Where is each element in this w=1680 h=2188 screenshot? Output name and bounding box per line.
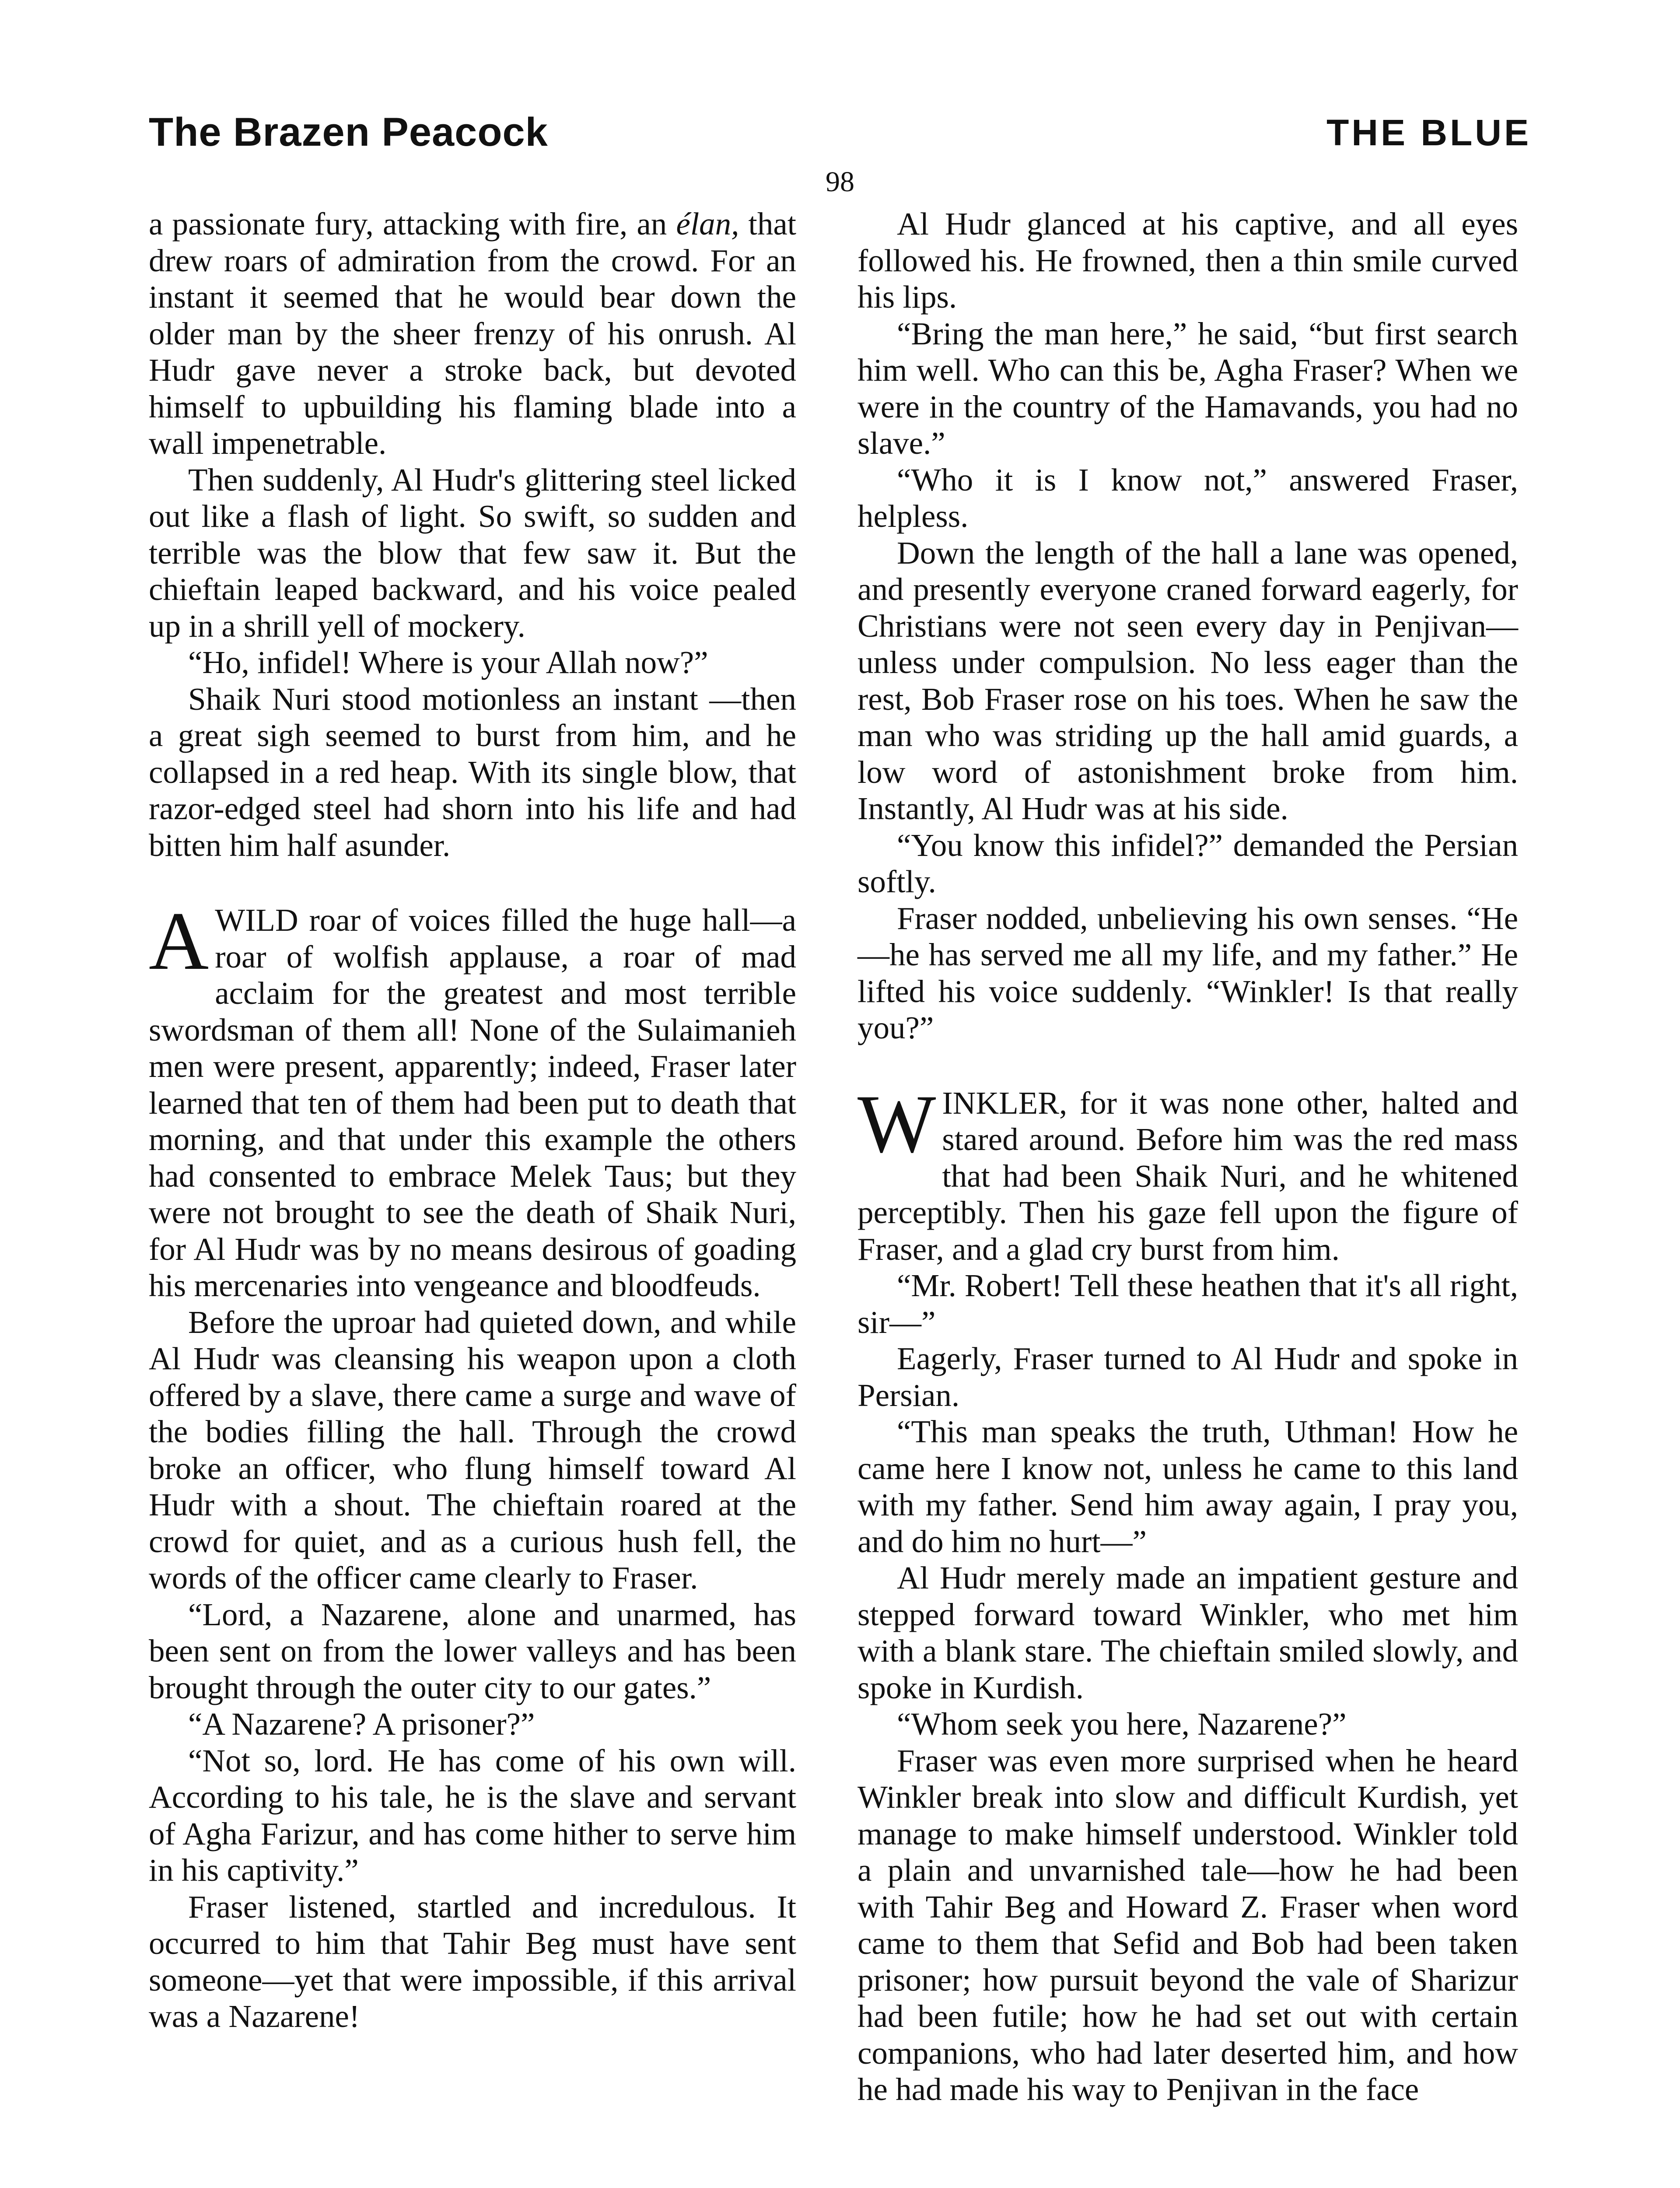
paragraph: “Lord, a Nazarene, alone and unarmed, has been sent on from the lower valleys and has been brought through the outer city to our gates.” [149,1596,796,1705]
paragraph: a passionate fury, attacking with fire, an élan, that drew roars of admiration from the crowd. For an instant it seemed that he would bear down the older man by the sheer frenzy of his onrush. Al Hudr gave never a stroke back, but devoted himself to upbuilding his flaming blade into a wall impenetrable. [149,206,797,461]
paragraph: “Bring the man here,” he said, “but first search him well. Who can this be, Agha Fraser? When we were in the country of the Hamavands, you had no slave.” [858,316,1518,461]
paragraph: “Whom seek you here, Nazarene?” [897,1706,1347,1742]
paragraph: Shaik Nuri stood motionless an instant —then a great sigh seemed to burst from him, and he collapsed in a red heap. With its single blow, that razor-edged steel had shorn into his life and had bitten him half asunder. [149,681,796,863]
paragraph: “Not so, lord. He has come of his own will. According to his tale, he is the slave and servant of Agha Farizur, and has come hither to serve him in his captivity.” [149,1743,796,1888]
paragraph: Then suddenly, Al Hudr's glittering steel licked out like a flash of light. So swift, so sudden and terrible was the blow that few saw it. But the chieftain leaped backward, and his voice pealed up in a shrill yell of mockery. [149,462,796,644]
paragraph: “Mr. Robert! Tell these heathen that it's all right, sir—” [858,1268,1518,1340]
section-break [858,1046,1518,1085]
paragraph: “You know this infidel?” demanded the Persian softly. [858,827,1518,899]
paragraph: WINKLER, for it was none other, halted and stared around. Before him was the red mass that had been Shaik Nuri, and he whitened perceptibly. Then his gaze fell upon the figure of Fraser, and a glad cry burst from him. [858,1078,1518,1267]
paragraph: “Who it is I know not,” answered Fraser, helpless. [858,462,1518,534]
page-number: 98 [826,166,854,198]
paragraph: Fraser listened, startled and incredulous. It occurred to him that Tahir Beg must have sent someone—yet that were impossible, if this arrival was a Nazarene! [149,1889,796,2034]
section-break [149,863,796,902]
magazine-name: THE BLUE [1326,112,1531,153]
right-column [858,206,1518,2108]
paragraph: Al Hudr glanced at his captive, and all eyes followed his. He frowned, then a thin smile curved his lips. [858,206,1518,315]
drop-cap: W [858,1078,936,1170]
paragraph: Eagerly, Fraser turned to Al Hudr and spoke in Persian. [858,1341,1518,1413]
paragraph: Down the length of the hall a lane was opened, and presently everyone craned forward eagerly, for Christians were not seen every day in Penjivan—unless under compulsion. No less eager than the rest, Bob Fraser rose on his toes. When he saw the man who was striding up the hall amid guards, a low word of astonishment broke from him. Instantly, Al Hudr was at his side. [858,535,1518,826]
paragraph: “Ho, infidel! Where is your Allah now?” [188,645,708,680]
paragraph: Before the uproar had quieted down, and while Al Hudr was cleansing his weapon upon a cloth offered by a slave, there came a surge and wave of the bodies filling the hall. Through the crowd broke an officer, who flung himself toward Al Hudr with a shout. The chieftain roared at the crowd for quiet, and as a curious hush fell, the words of the officer came clearly to Fraser. [149,1304,796,1595]
paragraph: Al Hudr merely made an impatient gesture and stepped forward toward Winkler, who met him with a blank stare. The chieftain smiled slowly, and spoke in Kurdish. [858,1560,1518,1705]
story-title: The Brazen Peacock [149,110,548,154]
left-column [149,206,796,2035]
paragraph: “A Nazarene? A prisoner?” [188,1706,535,1742]
paragraph: AWILD roar of voices filled the huge hall—a roar of wolfish applause, a roar of mad acclaim for the greatest and most terrible swordsman of them all! None of the Sulaimanieh men were present, apparently; indeed, Fraser later learned that ten of them had been put to death that morning, and that under this example the others had consented to embrace Melek Taus; but they were not brought to see the death of Shaik Nuri, for Al Hudr was by no means desirous of goading his mercenaries into vengeance and bloodfeuds. [149,895,796,1303]
drop-cap: A [149,895,209,987]
paragraph: “This man speaks the truth, Uthman! How he came here I know not, unless he came to this land with my father. Send him away again, I pray you, and do him no hurt—” [858,1414,1518,1559]
paragraph: Fraser was even more surprised when he heard Winkler break into slow and difficult Kurdish, yet manage to make himself understood. Winkler told a plain and unvarnished tale—how he had been with Tahir Beg and Howard Z. Fraser when word came to them that Sefid and Bob had been taken prisoner; how pursuit beyond the vale of Sharizur had been futile; how he had set out with certain companions, who had later deserted him, and how he had made his way to Penjivan in the face [858,1743,1518,2107]
paragraph: Fraser nodded, unbelieving his own senses. “He—he has served me all my life, and my father.” He lifted his voice suddenly. “Winkler! Is that really you?” [858,900,1518,1045]
italic-word: élan, [676,206,739,242]
